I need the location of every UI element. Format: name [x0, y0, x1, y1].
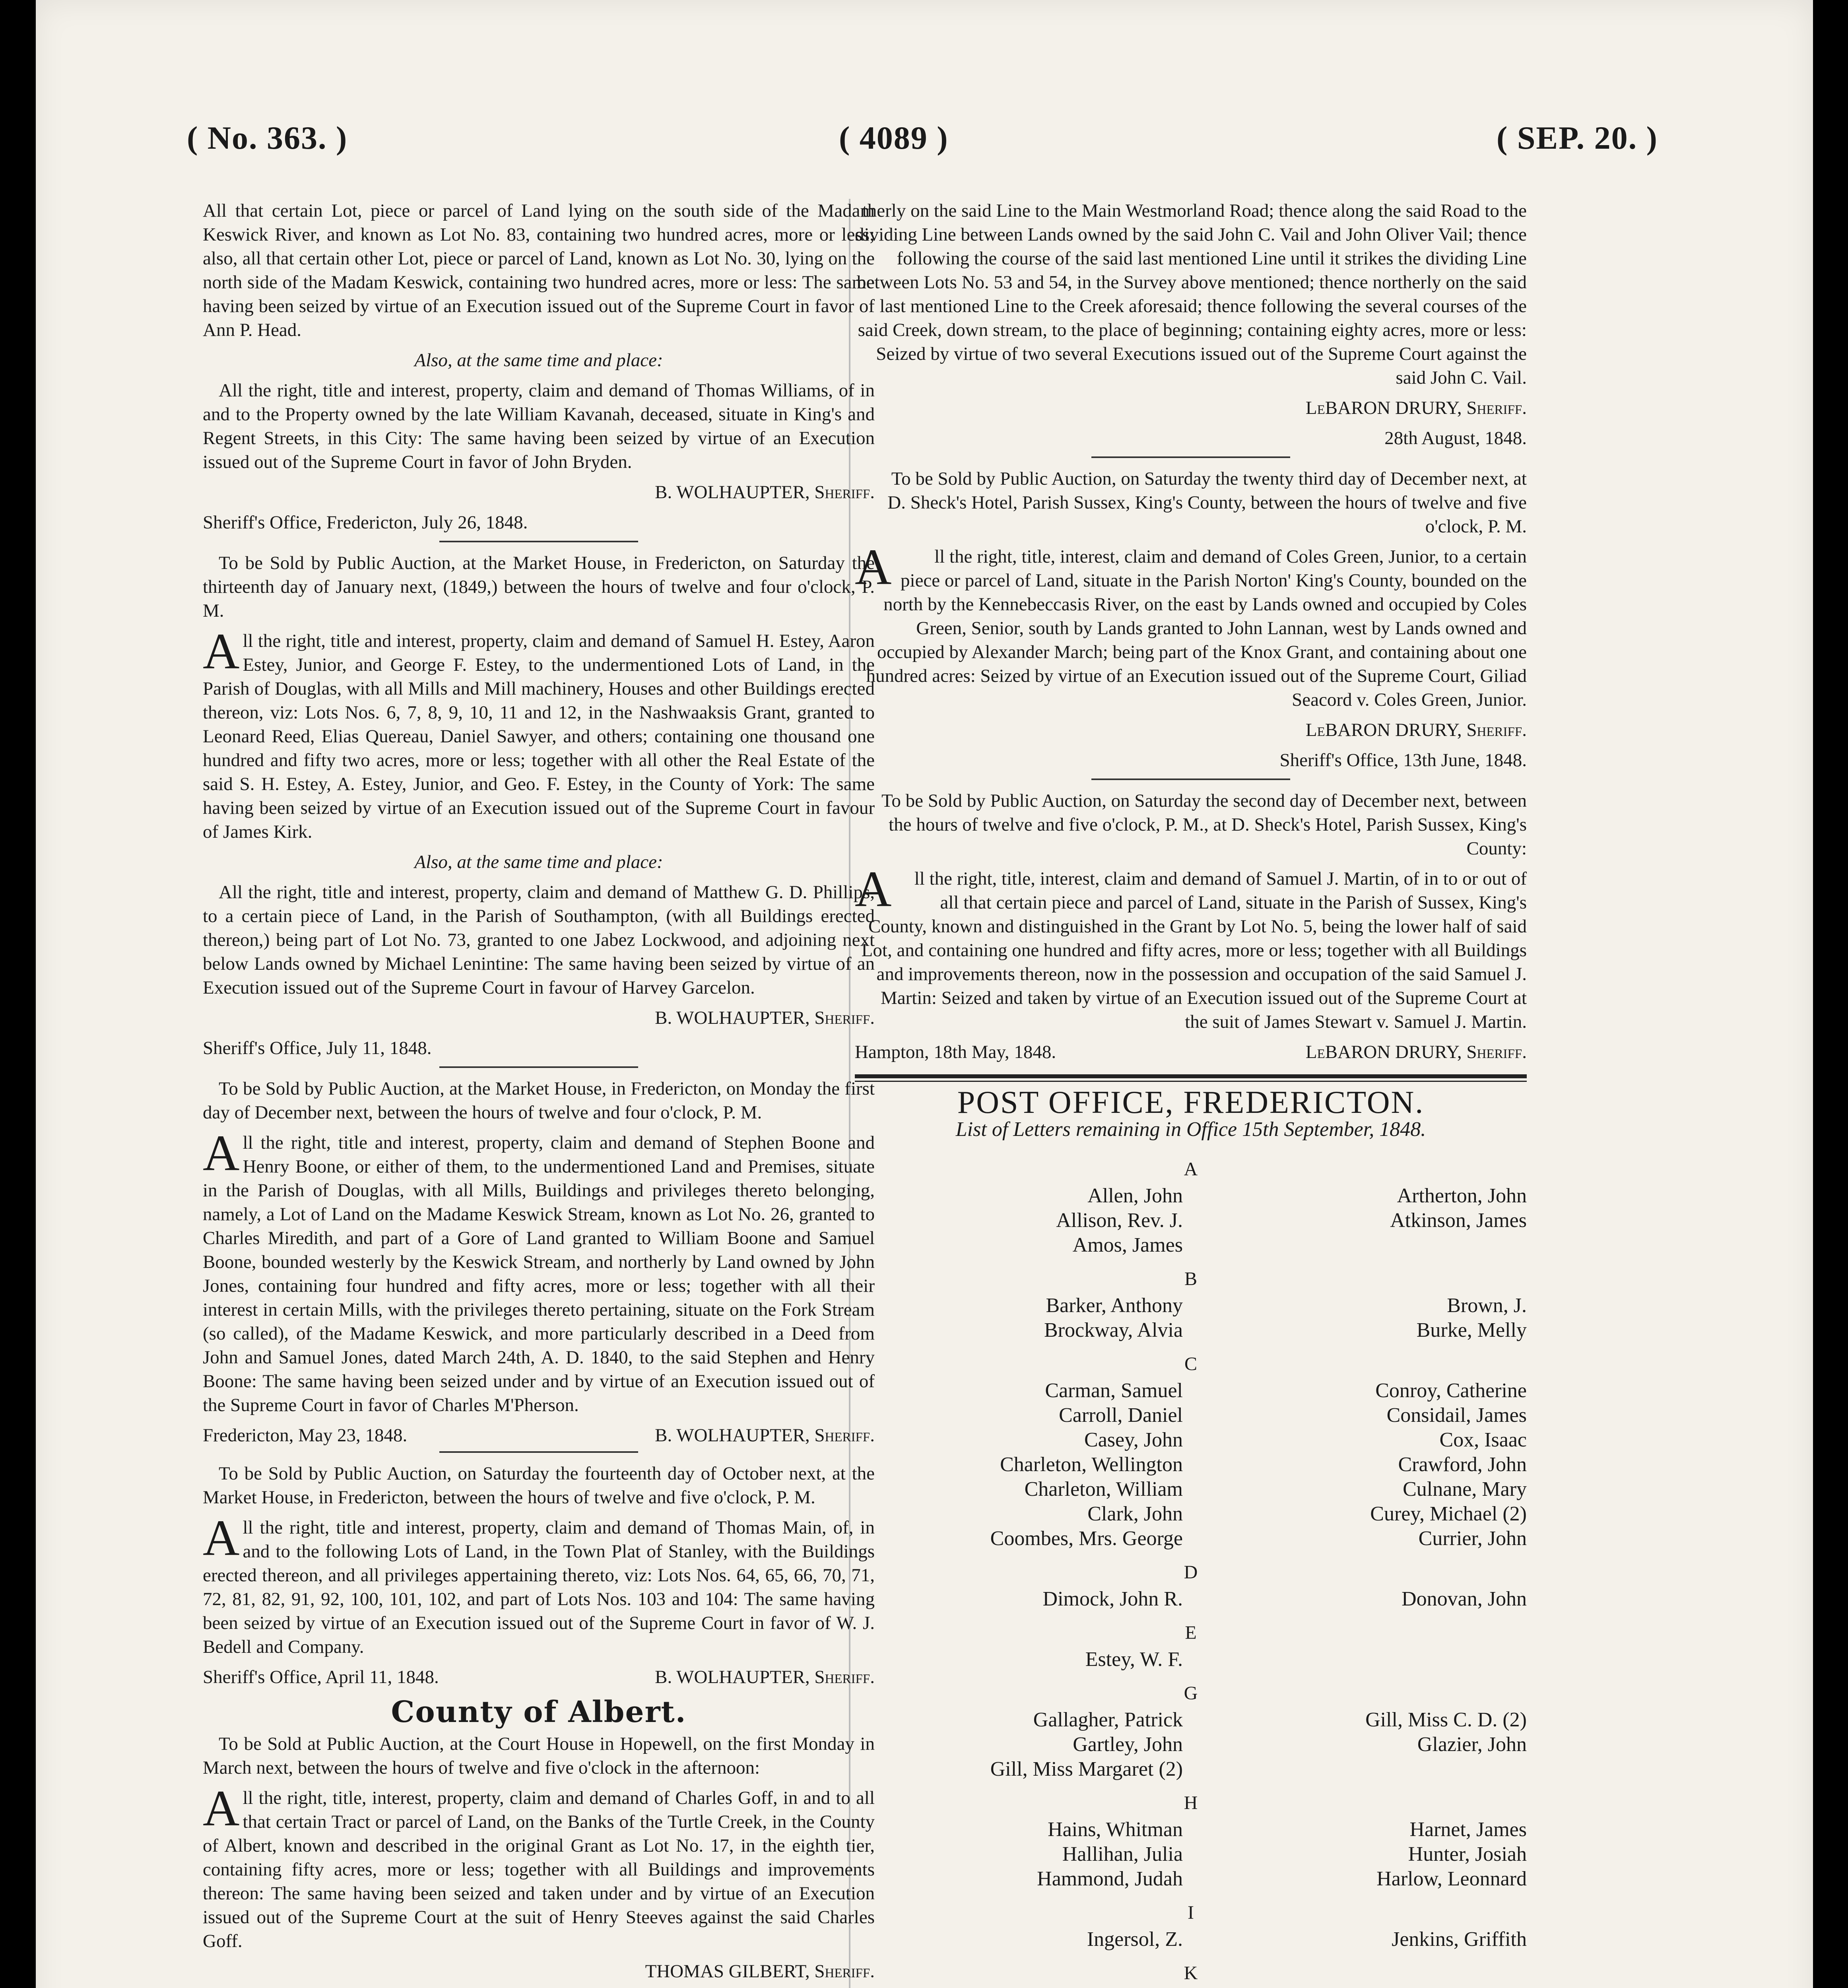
sheriff-signature: B. WOLHAUPTER, Sheriff.	[655, 1667, 875, 1687]
letter-heading: E	[1185, 1622, 1197, 1643]
addressee-name: Currier, John	[1418, 1527, 1527, 1550]
letter-heading: K	[1184, 1963, 1198, 1984]
letter-group	[855, 1157, 1527, 1258]
notice-text: All the right, title and interest, property, claim and demand of Thomas Main, of, in and to the following Lots of Land, in the Town Plat of Stanley, with the Buildings erected thereon, and all privileges appertaining thereto, viz: Lots Nos. 64, 65, 66, 70, 71, 72, 81, 82, 91, 92, 100, 101, 102, and part of Lots Nos. 103 and 104: The same having been seized by virtue of an Execution issued out of the Supreme Court in favor of W. J. Bedell and Company.	[203, 1510, 875, 1657]
signature-row	[855, 1040, 1527, 1064]
name-column	[855, 1647, 1183, 1672]
name-column	[855, 1184, 1183, 1258]
thin-rule	[855, 1081, 1527, 1082]
sheriff-signature: B. WOLHAUPTER, Sheriff.	[655, 482, 875, 503]
name-column	[1183, 1587, 1527, 1611]
notice-date: Sheriff's Office, April 11, 1848.	[203, 1667, 439, 1687]
letter-group	[855, 1267, 1527, 1343]
notice-text: All the right, title, interest, claim and demand of Samuel J. Martin, of in to or out of all that certain piece and parcel of Land, situate in the Parish of Sussex, King's County, known and distinguished in the Grant by Lot No. 5, being the lower half of said Lot, and containing one hundred and fifty acres, more or less; together with all Buildings and improvements thereon, now in the possession and occupation of the said Samuel J. Martin: Seized and taken by virtue of an Execution issued out of the Supreme Court at the suit of James Stewart v. Samuel J. Martin.	[855, 861, 1527, 1032]
page-number: ( 4089 )	[839, 120, 949, 156]
letter-heading: C	[1184, 1353, 1197, 1375]
post-office-title: POST OFFICE, FREDERICTON.	[957, 1085, 1425, 1120]
addressee-name: Gallagher, Patrick	[1033, 1708, 1183, 1731]
name-columns	[855, 1378, 1527, 1551]
signature-row	[203, 1423, 875, 1447]
notice-date: 28th August, 1848.	[1384, 428, 1527, 448]
letter-group	[855, 1961, 1527, 1988]
sale-announcement: To be Sold at Public Auction, at the Court House in Hopewell, on the first Monday in March next, between the hours of twelve and five o'clock in the afternoon:	[203, 1734, 875, 1778]
notice-text: All the right, title and interest, property, claim and demand of Thomas Williams, of in and to the Property owned by the late William Kavanah, deceased, situate in King's and Regent Streets, in this City: The same having been seized by virtue of an Execution issued out of the Supreme Court in favor of John Bryden.	[203, 380, 875, 472]
notice-text: All that certain Lot, piece or parcel of Land lying on the south side of the Madam Keswick River, and known as Lot No. 83, containing two hundred acres, more or less; also, all that certain other Lot, piece or parcel of Land, known as Lot No. 30, lying on the north side of the Madam Keswick, containing two hundred acres, more or less: The same having been seized by virtue of an Execution issued out of the Supreme Court in favor of Ann P. Head.	[203, 200, 875, 340]
also-line: Also, at the same time and place:	[414, 350, 663, 371]
addressee-name: Estey, W. F.	[1085, 1648, 1183, 1671]
notice-text: All the right, title, interest, claim and demand of Coles Green, Junior, to a certain piece or parcel of Land, situate in the Parish Norton' King's County, bounded on the north by the Kennebeccasis River, on the east by Lands owned and occupied by Coles Green, Senior, south by Lands granted to John Lannan, west by Lands owned and occupied by Alexander March; being part of the Knox Grant, and containing about one hundred acres: Seized by virtue of an Execution issued out of the Supreme Court, Giliad Seacord v. Coles Green, Junior.	[855, 539, 1527, 710]
addressee-name: Coombes, Mrs. George	[990, 1527, 1183, 1550]
name-columns	[855, 1647, 1527, 1672]
letter-heading: B	[1184, 1268, 1197, 1289]
letter-group	[855, 1681, 1527, 1782]
name-columns	[855, 1927, 1527, 1952]
name-columns	[855, 1184, 1527, 1258]
addressee-name: Gill, Miss Margaret (2)	[990, 1758, 1183, 1780]
addressee-name: Conroy, Catherine	[1375, 1379, 1527, 1402]
addressee-name: Harnet, James	[1409, 1818, 1527, 1841]
letter-group	[855, 1791, 1527, 1891]
addressee-name: Donovan, John	[1402, 1588, 1527, 1610]
sale-announcement: To be Sold by Public Auction, on Saturday the second day of December next, between the hours of twelve and five o'clock, P. M., at D. Sheck's Hotel, Parish Sussex, King's County:	[881, 790, 1527, 859]
addressee-name: Charleton, William	[1024, 1478, 1183, 1501]
letter-group	[855, 1561, 1527, 1611]
addressee-name: Hunter, Josiah	[1408, 1843, 1527, 1866]
addressee-name: Hallihan, Julia	[1062, 1843, 1183, 1866]
name-column	[1183, 1293, 1527, 1343]
letters-list	[855, 1157, 1527, 1988]
notice-text: therly on the said Line to the Main Westmorland Road; thence along the said Road to the dividing Line between Lands owned by the said John C. Vail and John Oliver Vail; thence following the course of the said last mentioned Line until it strikes the dividing Line between Lots No. 53 and 54, in the Survey above mentioned; thence northerly on the said last mentioned Line to the Creek aforesaid; thence following the several courses of the said Creek, down stream, to the place of beginning; containing eighty acres, more or less: Seized by virtue of two several Executions issued out of the Supreme Court against the said John C. Vail.	[855, 200, 1527, 388]
notice-date: Sheriff's Office, Fredericton, July 26, 1848.	[203, 512, 528, 533]
addressee-name: Gartley, John	[1073, 1733, 1183, 1756]
addressee-name: Hains, Whitman	[1048, 1818, 1183, 1841]
sale-announcement: To be Sold by Public Auction, at the Market House, in Fredericton, on Saturday the thirteenth day of January next, (1849,) between the hours of twelve and four o'clock, P. M.	[203, 553, 875, 621]
addressee-name: Harlow, Leonnard	[1376, 1868, 1527, 1890]
issue-number: ( No. 363. )	[187, 120, 348, 156]
letter-group	[855, 1352, 1527, 1551]
name-column	[855, 1587, 1183, 1611]
addressee-name: Allen, John	[1087, 1184, 1183, 1207]
letter-group	[855, 1901, 1527, 1952]
sheriff-signature: LeBARON DRURY, Sheriff.	[1305, 720, 1527, 740]
sale-announcement: To be Sold by Public Auction, at the Market House, in Fredericton, on Monday the first day of December next, between the hours of twelve and four o'clock, P. M.	[203, 1078, 875, 1123]
addressee-name: Carman, Samuel	[1045, 1379, 1183, 1402]
name-column	[1183, 1817, 1527, 1891]
separator	[439, 541, 638, 542]
addressee-name: Brockway, Alvia	[1044, 1319, 1183, 1342]
separator	[439, 1451, 638, 1453]
sheriff-signature: LeBARON DRURY, Sheriff.	[1305, 1042, 1527, 1062]
addressee-name: Hammond, Judah	[1037, 1868, 1183, 1890]
name-column	[1183, 1378, 1527, 1551]
sale-announcement: To be Sold by Public Auction, on Saturday the twenty third day of December next, at D. Sheck's Hotel, Parish Sussex, King's County, between the hours of twelve and five o'clock, P. M.	[887, 468, 1527, 537]
name-columns	[855, 1587, 1527, 1611]
notice-date: Sheriff's Office, July 11, 1848.	[203, 1038, 432, 1058]
addressee-name: Casey, John	[1084, 1429, 1183, 1451]
newspaper-page	[36, 0, 1813, 1988]
left-column	[203, 199, 875, 1988]
addressee-name: Atkinson, James	[1390, 1209, 1527, 1232]
notice-text: All the right, title and interest, property, claim and demand of Samuel H. Estey, Aaron Estey, Junior, and George F. Estey, to the undermentioned Lots of Land, in the Parish of Douglas, with all Mills and Mill machinery, Houses and other Buildings erected thereon, viz: Lots Nos. 6, 7, 8, 9, 10, 11 and 12, in the Nashwaaksis Grant, granted to Leonard Reed, Elias Quereau, Daniel Sawyer, and others; containing one thousand one hundred and fifty two acres, more or less; together with all other the Real Estate of the said S. H. Estey, A. Estey, Junior, and Geo. F. Estey, in the County of York: The same having been seized by virtue of an Execution issued out of the Supreme Court in favour of James Kirk.	[203, 623, 875, 842]
notice-text: All the right, title, interest, property, claim and demand of Charles Goff, in and to all that certain Tract or parcel of Land, on the Banks of the Turtle Creek, in the County of Albert, known and described in the original Grant as Lot No. 17, in the eighth tier, containing fifty acres, more or less; together with all Buildings and improvements thereon: The same having been seized and taken under and by virtue of an Execution issued out of the Supreme Court at the suit of Henry Steeves against the said Charles Goff.	[203, 1780, 875, 1951]
page-header	[187, 119, 1658, 183]
sale-announcement: To be Sold by Public Auction, on Saturday the fourteenth day of October next, at the Market House, in Fredericton, between the hours of twelve and five o'clock, P. M.	[203, 1463, 875, 1508]
notice-date: Sheriff's Office, 13th June, 1848.	[1279, 750, 1527, 771]
county-heading-albert: County of Albert.	[391, 1695, 687, 1729]
addressee-name: Artherton, John	[1397, 1184, 1527, 1207]
sheriff-signature: B. WOLHAUPTER, Sheriff.	[655, 1425, 875, 1446]
signature-row	[203, 1665, 875, 1689]
addressee-name: Burke, Melly	[1416, 1319, 1527, 1342]
addressee-name: Ingersol, Z.	[1087, 1928, 1183, 1951]
notice-date: Fredericton, May 23, 1848.	[203, 1425, 408, 1446]
addressee-name: Allison, Rev. J.	[1056, 1209, 1183, 1232]
name-column	[855, 1293, 1183, 1343]
addressee-name: Glazier, John	[1417, 1733, 1527, 1756]
letter-heading: G	[1184, 1683, 1198, 1704]
addressee-name: Clark, John	[1087, 1503, 1183, 1525]
separator	[1091, 779, 1290, 780]
name-column	[1183, 1927, 1527, 1952]
addressee-name: Brown, J.	[1447, 1294, 1527, 1317]
name-columns	[855, 1817, 1527, 1891]
notice-date: Hampton, 18th May, 1848.	[855, 1042, 1056, 1062]
letter-group	[855, 1621, 1527, 1672]
letter-heading: I	[1188, 1902, 1194, 1923]
separator	[439, 1066, 638, 1068]
addressee-name: Culnane, Mary	[1403, 1478, 1527, 1501]
right-column	[855, 199, 1527, 1988]
name-column	[855, 1927, 1183, 1952]
letter-heading: H	[1184, 1792, 1198, 1813]
heavy-rule	[855, 1074, 1527, 1078]
post-office-subtitle: List of Letters remaining in Office 15th September, 1848.	[955, 1118, 1426, 1141]
addressee-name: Jenkins, Griffith	[1392, 1928, 1527, 1951]
addressee-name: Gill, Miss C. D. (2)	[1365, 1708, 1527, 1731]
addressee-name: Carroll, Daniel	[1059, 1404, 1183, 1427]
notice-text: All the right, title and interest, property, claim and demand of Stephen Boone and Henry Boone, or either of them, to the undermentioned Land and Premises, situate in the Parish of Douglas, with all Mills, Buildings and privileges thereto belonging, namely, a Lot of Land on the Madame Keswick Stream, known as Lot No. 26, granted to Charles Miredith, and part of a Gore of Land granted to William Boone and Samuel Boone, bounded westerly by the Keswick Stream, and northerly by Land owned by John Jones, containing four hundred and fifty acres, more or less; together with all their interest in certain Mills, with the privileges thereto pertaining, situate on the Fork Stream (so called), of the Madame Keswick, and more particularly described in a Deed from John and Samuel Jones, dated March 24th, A. D. 1840, to the said Stephen and Henry Boone: The same having been seized under and by virtue of an Execution issued out of the Supreme Court in favor of Charles M'Pherson.	[203, 1125, 875, 1415]
issue-date: ( SEP. 20. )	[1497, 120, 1658, 156]
addressee-name: Crawford, John	[1398, 1453, 1527, 1476]
name-column	[855, 1708, 1183, 1782]
separator	[1091, 456, 1290, 458]
sheriff-signature: B. WOLHAUPTER, Sheriff.	[655, 1008, 875, 1028]
name-column	[1183, 1184, 1527, 1258]
sheriff-signature: LeBARON DRURY, Sheriff.	[1305, 398, 1527, 418]
addressee-name: Amos, James	[1072, 1234, 1183, 1256]
name-columns	[855, 1293, 1527, 1343]
name-column	[1183, 1708, 1527, 1782]
sheriff-signature: THOMAS GILBERT, Sheriff.	[645, 1961, 875, 1982]
addressee-name: Curey, Michael (2)	[1370, 1503, 1527, 1525]
letter-heading: D	[1184, 1562, 1198, 1583]
name-column	[855, 1817, 1183, 1891]
addressee-name: Dimock, John R.	[1042, 1588, 1183, 1610]
also-line: Also, at the same time and place:	[414, 852, 663, 872]
notice-text: All the right, title and interest, property, claim and demand of Matthew G. D. Phillips, to a certain piece of Land, in the Parish of Southampton, (with all Buildings erected thereon,) being part of Lot No. 73, granted to one Jabez Lockwood, and adjoining next below Lands owned by Michael Lenintine: The same having been seized by virtue of an Execution issued out of the Supreme Court in favour of Harvey Garcelon.	[203, 882, 875, 998]
letter-heading: A	[1184, 1159, 1198, 1180]
addressee-name: Barker, Anthony	[1046, 1294, 1183, 1317]
name-column	[1183, 1647, 1527, 1672]
addressee-name: Considail, James	[1386, 1404, 1527, 1427]
addressee-name: Charleton, Wellington	[1000, 1453, 1183, 1476]
name-column	[855, 1378, 1183, 1551]
name-columns	[855, 1708, 1527, 1782]
addressee-name: Cox, Isaac	[1439, 1429, 1527, 1451]
